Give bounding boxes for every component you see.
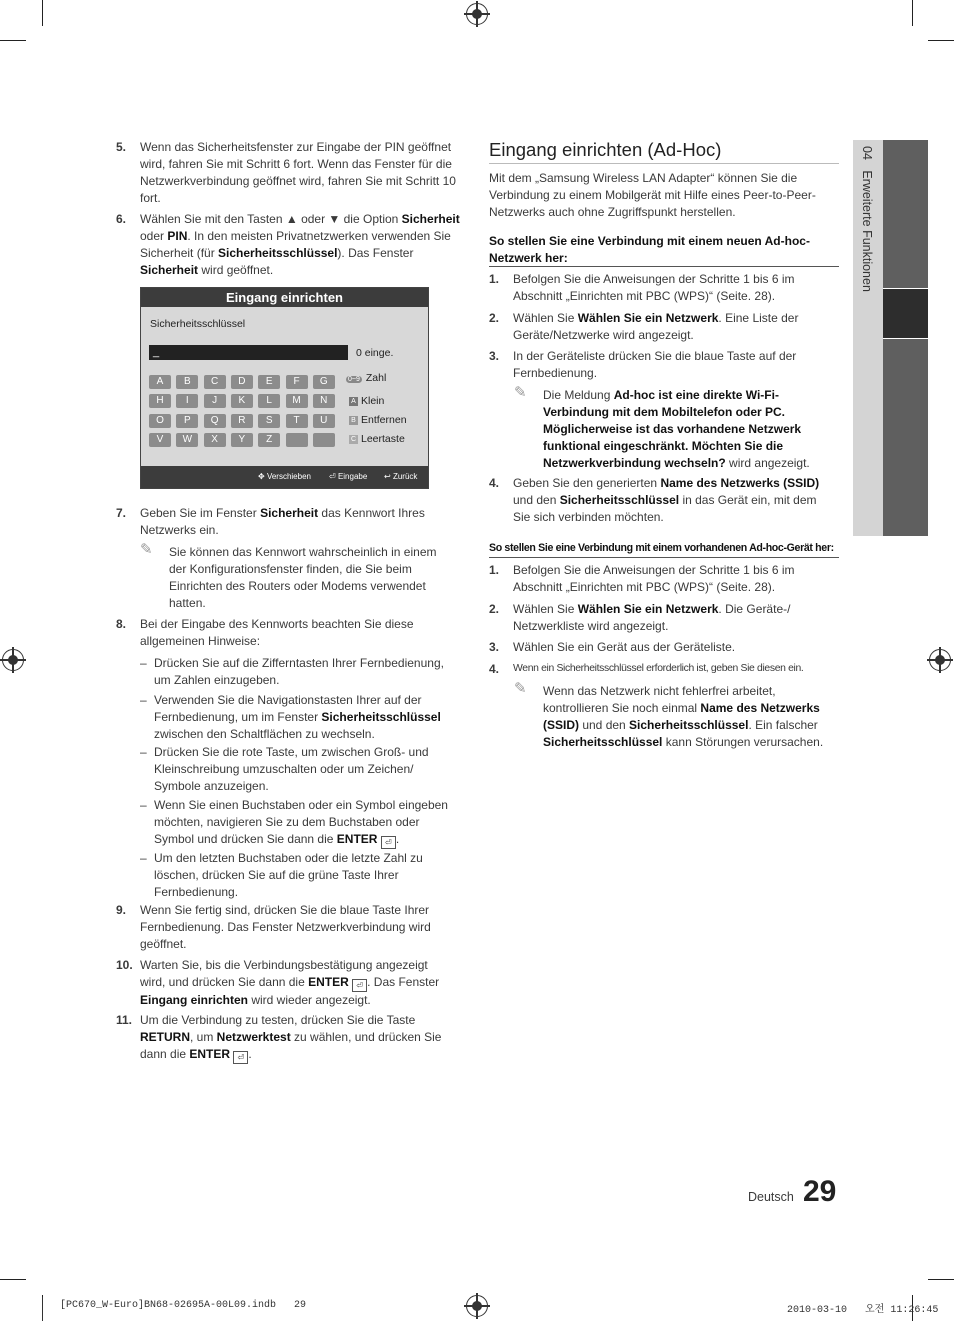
step-number: 7. (116, 506, 127, 520)
security-key-dialog (140, 287, 429, 489)
enter-key-icon: ⏎ (352, 979, 367, 992)
keyboard-key[interactable]: T (286, 414, 308, 428)
step-number: 4. (489, 476, 500, 490)
keyboard-key[interactable]: F (286, 375, 308, 389)
keyboard-key[interactable]: I (176, 394, 198, 408)
file-info: [PC670_W-Euro]BN68-02695A-00L09.indb 29 (60, 1300, 307, 1311)
registration-mark-icon (466, 3, 488, 25)
move-icon: ✥ (258, 472, 265, 481)
keyboard-key[interactable] (313, 433, 335, 447)
section-heading: Eingang einrichten (Ad-Hoc) (489, 139, 722, 160)
keyboard-key[interactable]: B (176, 375, 198, 389)
adhoc-step-1: Befolgen Sie die Anweisungen der Schritte 1 bis 6 im Abschnitt „Einrichten mit PBC (WPS)“ (Seite. 28). (513, 272, 795, 303)
crop-mark (42, 0, 43, 26)
note-pencil-icon: ✎ (514, 680, 527, 697)
crop-mark (0, 40, 26, 41)
hint-2: Verwenden Sie die Navigationstasten Ihrer auf der Fernbedienung, um im Fenster Sicherheitsschlüssel zwischen den Schaltflächen zu wechseln. (154, 693, 441, 741)
keyboard-key[interactable]: R (231, 414, 253, 428)
step-6-text: Wählen Sie mit den Tasten ▲ oder ▼ die Option Sicherheit oder PIN. In den meisten Privatnetzwerken verwenden Sie Sicherheit (für Sicherheitsschlüssel). Das Fenster Sicherheit wird geöffnet. (140, 212, 460, 277)
keyboard-key[interactable]: E (258, 375, 280, 389)
note-7-text: Sie können das Kennwort wahrscheinlich in einem der Konfigurationsfenster finden, die Sie beim Einrichten des Routers oder Modems verwendet hatten. (169, 545, 437, 610)
keyboard-key[interactable]: P (176, 414, 198, 428)
number-badge: 0~9 (348, 376, 360, 383)
side-tab-block (883, 140, 928, 288)
adhoc-step-4: Geben Sie den generierten Name des Netzwerks (SSID) und den Sicherheitsschlüssel in das Gerät ein, mit dem Sie sich verbinden möchten. (513, 476, 820, 524)
enter-key-icon: ⏎ (381, 836, 396, 849)
existing-step-3: Wählen Sie ein Gerät aus der Geräteliste. (513, 640, 736, 654)
return-icon: ↩ (384, 472, 391, 481)
crop-mark (928, 40, 954, 41)
keyboard-key[interactable]: K (231, 394, 253, 408)
existing-note-4: Wenn das Netzwerk nicht fehlerfrei arbeitet, kontrollieren Sie noch einmal Name des Netzwerks (SSID) und den Sicherheitsschlüssel. Ein falscher Sicherheitsschlüssel kann Störungen verursachen. (543, 684, 824, 749)
side-tab-block (883, 339, 928, 536)
klein-option[interactable]: A Klein (349, 395, 384, 407)
step-11-text: Um die Verbindung zu testen, drücken Sie die Taste RETURN, um Netzwerktest zu wählen, und drücken Sie dann die ENTER ⏎ . (140, 1013, 442, 1062)
field-label: Sicherheitsschlüssel (150, 318, 246, 330)
keyboard-key[interactable]: O (149, 414, 171, 428)
step-number: 11. (116, 1013, 133, 1027)
note-pencil-icon: ✎ (514, 384, 527, 401)
char-count: 0 einge. (356, 347, 394, 359)
keyboard-key[interactable]: Q (204, 414, 226, 428)
keyboard-key[interactable]: L (258, 394, 280, 408)
keyboard-key[interactable]: M (286, 394, 308, 408)
enter-key-icon: ⏎ (233, 1051, 248, 1064)
keyboard-key[interactable]: C (204, 375, 226, 389)
intro-text: Mit dem „Samsung Wireless LAN Adapter“ können Sie die Verbindung zu einem Mobilgerät mit Hilfe eines Peer-to-Peer-Netzwerks auch ohne Zugriffspunkt herstellen. (489, 171, 816, 219)
step-number: 6. (116, 212, 127, 226)
keyboard-key[interactable]: S (258, 414, 280, 428)
bullet-dash: – (140, 656, 147, 670)
subheading-existing: So stellen Sie eine Verbindung mit einem vorhandenen Ad-hoc-Gerät her: (489, 542, 834, 554)
registration-mark-icon (2, 649, 24, 671)
subheading-new: So stellen Sie eine Verbindung mit einem neuen Ad-hoc-Netzwerk her: (489, 234, 810, 265)
step-number: 9. (116, 903, 127, 917)
language-label: Deutsch (748, 1190, 794, 1204)
bullet-dash: – (140, 798, 147, 812)
keyboard-key[interactable]: W (176, 433, 198, 447)
bullet-dash: – (140, 851, 147, 865)
bullet-dash: – (140, 693, 147, 707)
crop-mark (0, 1279, 26, 1280)
step-number: 1. (489, 272, 500, 286)
hint-4: Wenn Sie einen Buchstaben oder ein Symbol eingeben möchten, navigieren Sie zu dem Buchstaben oder Symbol und drücken Sie dann die ENTER ⏎ . (154, 798, 448, 847)
keyboard-key[interactable]: A (149, 375, 171, 389)
adhoc-step-2: Wählen Sie Wählen Sie ein Netzwerk. Eine Liste der Geräte/Netzwerke wird angezeigt. (513, 311, 799, 342)
existing-step-1: Befolgen Sie die Anweisungen der Schritte 1 bis 6 im Abschnitt „Einrichten mit PBC (WPS)“ (Seite. 28). (513, 563, 795, 594)
back-hint: ↩ Zurück (384, 472, 418, 481)
keyboard-key[interactable]: G (313, 375, 335, 389)
keyboard-key[interactable]: D (231, 375, 253, 389)
existing-step-4: Wenn ein Sicherheitsschlüssel erforderlich ist, geben Sie diesen ein. (513, 663, 804, 674)
chapter-label: 04 Erweiterte Funktionen (860, 146, 874, 292)
leertaste-option[interactable]: C Leertaste (350, 433, 405, 445)
crop-mark (928, 1279, 954, 1280)
print-date: 2010-03-10 오전 11:26:45 (787, 1305, 939, 1316)
existing-step-2: Wählen Sie Wählen Sie ein Netzwerk. Die Geräte-/ Netzwerkliste wird angezeigt. (513, 602, 791, 633)
step-8-text: Bei der Eingabe des Kennworts beachten Sie diese allgemeinen Hinweise: (140, 617, 414, 648)
step-number: 2. (489, 602, 500, 616)
hint-5: Um den letzten Buchstaben oder die letzte Zahl zu löschen, drücken Sie auf die grüne Taste Ihrer Fernbedienung. (154, 851, 423, 899)
adhoc-note-3: Die Meldung Ad-hoc ist eine direkte Wi-Fi-Verbindung mit dem Mobiltelefon oder PC. Möglicherweise ist das vorhandene Netzwerk funktional eingeschränkt. Möchten Sie die Netzwerkverbindung wechseln? wird angezeigt. (543, 388, 810, 470)
dialog-title: Eingang einrichten (141, 288, 428, 307)
subheading-rule (489, 266, 839, 267)
step-number: 10. (116, 958, 133, 972)
step-9-text: Wenn Sie fertig sind, drücken Sie die blaue Taste Ihrer Fernbedienung. Das Fenster Netzwerkverbindung wird geöffnet. (140, 903, 431, 951)
keyboard-key[interactable]: J (204, 394, 226, 408)
hint-3: Drücken Sie die rote Taste, um zwischen Groß- und Kleinschreibung umzuschalten oder um Zeichen/ Symbole anzuzeigen. (154, 745, 429, 793)
bullet-dash: – (140, 745, 147, 759)
green-button-icon: B (349, 416, 358, 425)
keyboard-key[interactable]: Z (258, 433, 280, 447)
step-10-text: Warten Sie, bis die Verbindungsbestätigung angezeigt wird, und drücken Sie dann die ENTER ⏎ . Das Fenster Eingang einrichten wird wieder angezeigt. (140, 958, 440, 1007)
page-number: 29 (803, 1175, 837, 1208)
step-number: 3. (489, 640, 500, 654)
keyboard-key[interactable] (286, 433, 308, 447)
enter-icon: ⏎ (329, 472, 336, 481)
keyboard-key[interactable]: U (313, 414, 335, 428)
keyboard-key[interactable]: Y (231, 433, 253, 447)
step-number: 4. (489, 662, 500, 676)
step-number: 1. (489, 563, 500, 577)
step-7-text: Geben Sie im Fenster Sicherheit das Kennwort Ihres Netzwerks ein. (140, 506, 425, 537)
step-number: 8. (116, 617, 127, 631)
heading-rule (489, 163, 839, 164)
step-number: 5. (116, 140, 127, 154)
crop-mark (912, 0, 913, 26)
blue-button-icon: C (350, 435, 357, 443)
step-number: 2. (489, 311, 500, 325)
step-number: 3. (489, 349, 500, 363)
registration-mark-icon (466, 1295, 488, 1317)
red-button-icon: A (349, 397, 358, 406)
zahl-option[interactable]: 0~9 Zahl (348, 372, 387, 384)
subheading-rule (489, 557, 839, 558)
registration-mark-icon (929, 649, 951, 671)
step-5-text: Wenn das Sicherheitsfenster zur Eingabe der PIN geöffnet wird, fahren Sie mit Schritt 6 fort. Wenn das Fenster für die Netzwerkverbindung geöffnet wird, fahren Sie mit Schritt 10 fort. (140, 140, 456, 205)
enter-hint: ⏎ Eingabe (329, 472, 368, 481)
dialog-footer (141, 466, 428, 488)
keyboard-key[interactable]: X (204, 433, 226, 447)
keyboard-key[interactable]: V (149, 433, 171, 447)
move-hint: ✥ Verschieben (258, 472, 311, 481)
hint-1: Drücken Sie auf die Zifferntasten Ihrer Fernbedienung, um Zahlen einzugeben. (154, 656, 444, 687)
key-input-field[interactable]: _ (149, 345, 348, 360)
keyboard-key[interactable]: N (313, 394, 335, 408)
footer-bracket (42, 1297, 49, 1321)
note-pencil-icon: ✎ (140, 541, 153, 558)
entfernen-option[interactable]: B Entfernen (349, 414, 407, 426)
adhoc-step-3: In der Geräteliste drücken Sie die blaue Taste auf der Fernbedienung. (513, 349, 797, 380)
keyboard-key[interactable]: H (149, 394, 171, 408)
side-tab-active (883, 289, 928, 338)
